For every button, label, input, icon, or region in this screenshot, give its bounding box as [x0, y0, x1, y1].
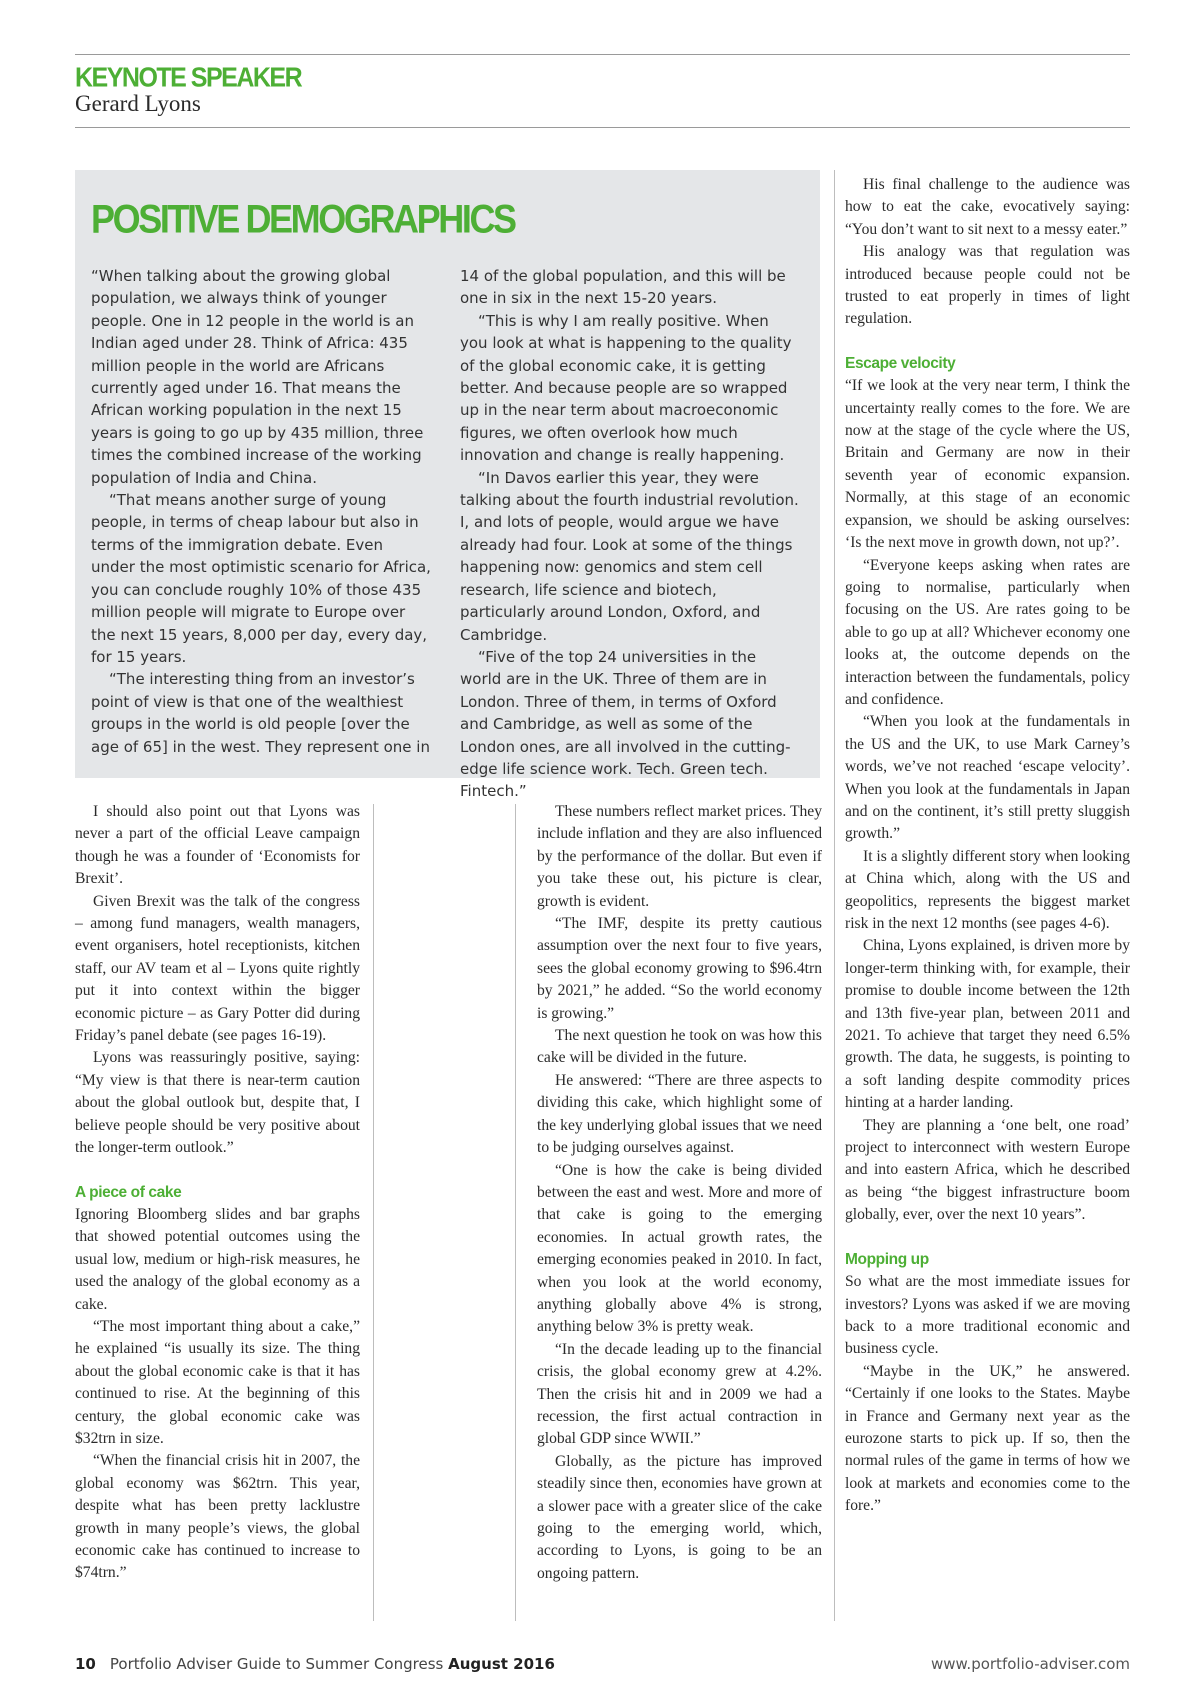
- paragraph: “Everyone keeps asking when rates are going to normalise, particularly when focusing on the US. Are rates going to be able to go up at all? Whichever economy one looks at, the outcome depends on the interaction between the fundamentals, policy and confidence.: [845, 556, 1130, 708]
- paragraph: I should also point out that Lyons was never a part of the official Leave campaign though he was a founder of ‘Economists for Brexit’.: [75, 803, 360, 888]
- paragraph: China, Lyons explained, is driven more by longer-term thinking with, for example, their promise to double income between the 12th and 13th five-year plan, between 2011 and 2021. To achieve that target they need 6.5% growth. The data, he suggests, is pointing to a soft landing despite commodity prices hinting at a harder landing.: [845, 937, 1130, 1112]
- paragraph: “Maybe in the UK,” he answered. “Certainly if one looks to the States. Maybe in France and Germany next year as the eurozone starts to pick up. If so, then the normal rules of the game in terms of how we look at markets and economies come to the fore.”: [845, 1362, 1130, 1515]
- paragraph: These numbers reflect market prices. They include inflation and they are also influenced by the performance of the dollar. But even if you take these out, his picture is clear, growth is evident.: [537, 803, 822, 910]
- paragraph: Given Brexit was the talk of the congress – among fund managers, wealth managers, event organisers, hotel receptionists, kitchen staff, our AV team et al – Lyons quite rightly put it into context within the bigger economic picture – as Gary Potter did during Friday’s panel debate (see pages 16-19).: [75, 892, 360, 1045]
- header-bottom-rule: [75, 127, 1130, 128]
- paragraph: “One is how the cake is being divided between the east and west. More and more of that cake is going to the emerging economies. In actual growth rates, the emerging economies peaked in 2010. In fact, when you look at the world economy, anything globally above 4% is strong, anything below 3% is pretty weak.: [537, 1161, 822, 1336]
- subheading: Mopping up: [845, 1250, 929, 1268]
- paragraph: They are planning a ‘one belt, one road’ project to interconnect with western Europe and into eastern Africa, which he described as being “the biggest infrastructure boom globally, ever, over the next 10 years”.: [845, 1116, 1130, 1224]
- article-column-2: [537, 801, 822, 1585]
- sidebar-box-column-1: [91, 265, 431, 758]
- paragraph: “When you look at the fundamentals in the US and the UK, to use Mark Carney’s words, we’ve not reached ‘escape velocity’. When you look at the fundamentals in Japan and on the continent, it’s still pretty sluggish growth.”: [845, 713, 1130, 843]
- paragraph: “This is why I am really positive. When you look at what is happening to the quality of the global economic cake, it is getting better. And because people are so wrapped up in the near term about macroeconomic figures, we often overlook how much innovation and change is really happening.: [460, 311, 792, 465]
- paragraph: His final challenge to the audience was how to eat the cake, evocatively saying: “You don’t want to sit next to a messy eater.”: [845, 176, 1130, 238]
- sidebar-box-column-2: [460, 265, 800, 803]
- header-top-rule: [75, 54, 1130, 55]
- paragraph: Globally, as the picture has improved steadily since then, economies have grown at a slower pace with a greater slice of the cake going to the emerging world, which, according to Lyons, is going to be an ongoing pattern.: [537, 1452, 822, 1582]
- paragraph: “The IMF, despite its pretty cautious assumption over the next four to five years, sees the global economy growing to $96.4trn by 2021,” he added. “So the world economy is growing.”: [537, 915, 822, 1022]
- sidebar-box: [75, 170, 820, 801]
- issue-date: August 2016: [448, 1655, 555, 1673]
- column-divider: [373, 804, 374, 1621]
- paragraph: 14 of the global population, and this will be one in six in the next 15-20 years.: [460, 267, 786, 308]
- column-divider: [834, 170, 835, 1621]
- paragraph: “When talking about the growing global population, we always think of younger people. One in 12 people in the world is an Indian aged under 28. Think of Africa: 435 million people in the world are Africans currently aged under 16. That means the African working population in the next 15 years is going to go up by 435 million, three times the combined increase of the working population of India and China.: [91, 267, 424, 487]
- paragraph: “That means another surge of young people, in terms of cheap labour but also in terms of the immigration debate. Even under the most optimistic scenario for Africa, you can conclude roughly 10% of those 435 million people will migrate to Europe over the next 15 years, 8,000 per day, every day, for 15 years.: [91, 491, 431, 666]
- section-kicker: KEYNOTE SPEAKER: [75, 62, 302, 94]
- article-column-1: [75, 801, 360, 1585]
- paragraph: The next question he took on was how this cake will be divided in the future.: [537, 1027, 822, 1067]
- article-column-3: [845, 174, 1130, 1518]
- sidebar-box-title: POSITIVE DEMOGRAPHICS: [91, 196, 515, 242]
- page-number: 10: [75, 1655, 96, 1673]
- subheading: Escape velocity: [845, 354, 956, 372]
- page-footer: [75, 1655, 555, 1673]
- paragraph: He answered: “There are three aspects to dividing this cake, which highlight some of the key underlying global issues that we need to be judging ourselves against.: [537, 1071, 822, 1157]
- speaker-name: Gerard Lyons: [75, 91, 201, 116]
- paragraph: Lyons was reassuringly positive, saying: “My view is that there is near-term caution about the global outlook but, despite that, I believe people should be very positive about the longer-term outlook.”: [75, 1049, 360, 1157]
- paragraph: It is a slightly different story when looking at China which, along with the US and geopolitics, represents the biggest market risk in the next 12 months (see pages 4-6).: [845, 847, 1130, 932]
- paragraph: “When the financial crisis hit in 2007, the global economy was $62trn. This year, despite what has been pretty lacklustre growth in many people’s views, the global economic cake has continued to increase to $74trn.”: [75, 1452, 360, 1582]
- paragraph: “The interesting thing from an investor’s point of view is that one of the wealthiest groups in the world is old people [over the age of 65] in the west. They represent one in: [91, 670, 430, 756]
- publication-name: Portfolio Adviser Guide to Summer Congress: [109, 1655, 444, 1673]
- subheading: A piece of cake: [75, 1183, 182, 1201]
- paragraph: His analogy was that regulation was introduced because people could not be trusted to eat properly in times of light regulation.: [845, 243, 1130, 328]
- paragraph: “The most important thing about a cake,” he explained “is usually its size. The thing about the global economic cake is that it has continued to rise. At the beginning of this century, the global economic cake was $32trn in size.: [75, 1317, 360, 1447]
- paragraph: “If we look at the very near term, I think the uncertainty really comes to the fore. We are now at the stage of the cycle where the US, Britain and Germany are now in their seventh year of economic expansion. Normally, at this stage of an economic expansion, we should be asking ourselves: ‘Is the next move in growth down, not up?’.: [845, 377, 1130, 552]
- paragraph: “In the decade leading up to the financial crisis, the global economy grew at 4.2%. Then the crisis hit and in 2009 we had a recession, the first actual contraction in global GDP since WWII.”: [537, 1340, 822, 1448]
- paragraph: Ignoring Bloomberg slides and bar graphs that showed potential outcomes using the usual low, medium or high-risk measures, he used the analogy of the global economy as a cake.: [75, 1205, 360, 1313]
- paragraph: So what are the most immediate issues for investors? Lyons was asked if we are moving back to a more traditional economic and business cycle.: [845, 1273, 1130, 1358]
- paragraph: “In Davos earlier this year, they were talking about the fourth industrial revolution. I, and lots of people, would argue we have already had four. Look at some of the things happening now: genomics and stem cell research, life science and biotech, particularly around London, Oxford, and Cambridge.: [460, 468, 799, 644]
- column-divider: [515, 804, 516, 1621]
- website-url: www.portfolio-adviser.com: [931, 1655, 1130, 1673]
- paragraph: “Five of the top 24 universities in the world are in the UK. Three of them are in London. Three of them, in terms of Oxford and Cambridge, as well as some of the London ones, are all involved in the cutting-edge life science work. Tech. Green tech. Fintech.”: [460, 647, 791, 801]
